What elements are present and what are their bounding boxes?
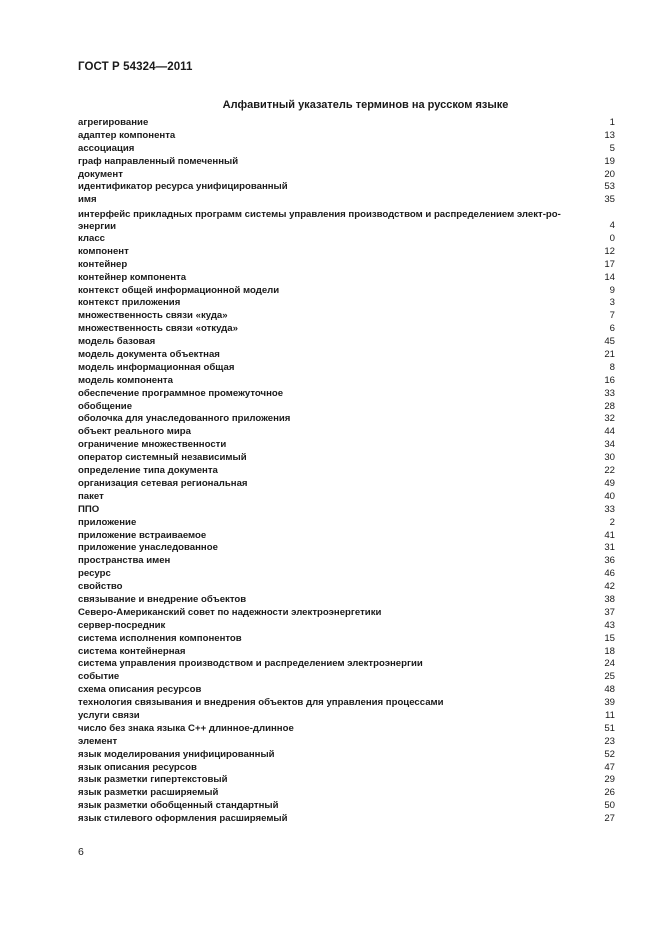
index-entry (78, 349, 615, 362)
index-entry (78, 710, 615, 723)
index-term: адаптер компонента (78, 129, 176, 141)
index-term: агрегирование (78, 116, 149, 128)
index-term: пространства имен (78, 555, 171, 567)
index-page-ref: 14 (604, 271, 615, 283)
index-term: событие (78, 671, 120, 683)
index-entry (78, 439, 615, 452)
index-page-ref: 48 (604, 684, 615, 696)
index-entry (78, 169, 615, 182)
index-page-ref: 20 (604, 168, 615, 180)
index-entry (78, 414, 615, 427)
index-page-ref: 22 (604, 465, 615, 477)
index-term: оператор системный независимый (78, 452, 247, 464)
index-term: ассоциация (78, 142, 135, 154)
document-header: ГОСТ Р 54324—2011 (78, 61, 193, 73)
index-term: число без знака языка С++ длинное-длинное (78, 722, 294, 734)
index-entry (78, 272, 615, 285)
index-page-ref: 47 (604, 761, 615, 773)
index-page-ref: 12 (604, 245, 615, 257)
index-term: ППО (78, 503, 100, 515)
index-entry (78, 774, 615, 787)
index-entry (78, 646, 615, 659)
index-entry (78, 375, 615, 388)
index-page-ref: 53 (604, 181, 615, 193)
index-entry (78, 156, 615, 169)
index-term: имя (78, 194, 97, 206)
index-page-ref: 1 (609, 116, 615, 128)
index-entry (78, 800, 615, 813)
index-page-ref: 7 (609, 310, 615, 322)
index-term: контейнер компонента (78, 271, 187, 283)
index-entry (78, 362, 615, 375)
index-entry (78, 194, 615, 207)
index-term: множественность связи «откуда» (78, 323, 238, 335)
index-page-ref: 46 (604, 568, 615, 580)
index-entry (78, 723, 615, 736)
index-page-ref: 27 (604, 813, 615, 825)
index-page-ref: 17 (604, 258, 615, 270)
index-term: ограничение множественности (78, 439, 227, 451)
index-entry (78, 491, 615, 504)
index-term: документ (78, 168, 123, 180)
index-term: Северо-Американский совет по надежности электроэнергетики (78, 606, 382, 618)
index-term: организация сетевая региональная (78, 477, 248, 489)
index-page-ref: 42 (604, 581, 615, 593)
index-page-ref: 40 (604, 490, 615, 502)
index-entry (78, 297, 615, 310)
index-entry (78, 684, 615, 697)
index-entry (78, 259, 615, 272)
index-term: модель базовая (78, 336, 156, 348)
index-entry (78, 465, 615, 478)
index-page-ref: 50 (604, 800, 615, 812)
index-term: модель информационная общая (78, 361, 235, 373)
index-entry (78, 542, 615, 555)
index-term: технология связывания и внедрения объектов для управления процессами (78, 697, 444, 709)
index-page-ref: 2 (609, 516, 615, 528)
index-term: язык описания ресурсов (78, 761, 197, 773)
index-term: компонент (78, 245, 129, 257)
index-term: сервер-посредник (78, 619, 166, 631)
index-page-ref: 29 (604, 774, 615, 786)
index-page-ref: 30 (604, 452, 615, 464)
index-page-ref: 39 (604, 697, 615, 709)
index-page-ref: 32 (604, 413, 615, 425)
index-term: пакет (78, 490, 104, 502)
index-term: язык стилевого оформления расширяемый (78, 813, 288, 825)
index-page-ref: 19 (604, 155, 615, 167)
index-page-ref: 9 (609, 284, 615, 296)
index-page-ref: 43 (604, 619, 615, 631)
index-term: приложение (78, 516, 137, 528)
index-term: объект реального мира (78, 426, 191, 438)
index-entry (78, 452, 615, 465)
index-page-ref: 23 (604, 735, 615, 747)
index-page-ref: 38 (604, 593, 615, 605)
index-term: граф направленный помеченный (78, 155, 239, 167)
index-term: язык разметки обобщенный стандартный (78, 800, 279, 812)
index-term: контейнер (78, 258, 128, 270)
index-entry (78, 568, 615, 581)
page-number: 6 (78, 846, 84, 858)
index-entry (78, 504, 615, 517)
index-entry (78, 813, 615, 826)
index-page-ref: 35 (604, 194, 615, 206)
index-page-ref: 15 (604, 632, 615, 644)
index-page-ref: 49 (604, 477, 615, 489)
index-term: язык разметки расширяемый (78, 787, 219, 799)
index-term: приложение встраиваемое (78, 529, 207, 541)
index-page-ref: 31 (604, 542, 615, 554)
index-page-ref: 16 (604, 374, 615, 386)
index-term: ресурс (78, 568, 111, 580)
index-term: услуги связи (78, 709, 140, 721)
index-entry (78, 130, 615, 143)
index-page-ref: 45 (604, 336, 615, 348)
index-entry (78, 207, 615, 233)
index-entry (78, 336, 615, 349)
index-entry (78, 620, 615, 633)
index-page-ref: 26 (604, 787, 615, 799)
index-page-ref: 11 (605, 709, 615, 721)
index-term: обобщение (78, 400, 133, 412)
index-entry (78, 310, 615, 323)
index-entry (78, 581, 615, 594)
index-term: приложение унаследованное (78, 542, 218, 554)
index-page-ref: 34 (604, 439, 615, 451)
index-entry (78, 762, 615, 775)
index-term: система управления производством и распределением электроэнергии (78, 658, 423, 670)
index-term: оболочка для унаследованного приложения (78, 413, 291, 425)
index-entry (78, 530, 615, 543)
index-page-ref: 52 (604, 748, 615, 760)
index-entry (78, 426, 615, 439)
index-term: множественность связи «куда» (78, 310, 228, 322)
index-page-ref: 37 (604, 606, 615, 618)
index-page-ref: 21 (604, 349, 615, 361)
index-term: класс (78, 233, 106, 245)
index-entry (78, 671, 615, 684)
index-entry (78, 607, 615, 620)
index-page-ref: 24 (604, 658, 615, 670)
index-entry (78, 246, 615, 259)
index-term: интерфейс прикладных программ системы управления производством и распределением элект-ро-энергии (78, 208, 561, 232)
index-term: свойство (78, 581, 123, 593)
index-entry (78, 658, 615, 671)
index-entry (78, 388, 615, 401)
index-page-ref: 6 (609, 323, 615, 335)
index-entry (78, 181, 615, 194)
index-entry (78, 555, 615, 568)
index-term: модель компонента (78, 374, 173, 386)
index-page-ref: 3 (609, 297, 615, 309)
index-page-ref: 8 (609, 361, 615, 373)
index-entry (78, 143, 615, 156)
index-entry (78, 697, 615, 710)
index-term: язык моделирования унифицированный (78, 748, 275, 760)
index-page-ref: 44 (604, 426, 615, 438)
index-page-ref: 51 (604, 722, 615, 734)
index-term: определение типа документа (78, 465, 218, 477)
index-page-ref: 33 (604, 387, 615, 399)
index-page-ref: 41 (604, 529, 615, 541)
index-entry (78, 285, 615, 298)
index-page-ref: 18 (604, 645, 615, 657)
index-page-ref: 28 (604, 400, 615, 412)
index-entry-list (78, 117, 615, 826)
index-term: система контейнерная (78, 645, 186, 657)
index-title: Алфавитный указатель терминов на русском языке (222, 99, 509, 111)
index-entry (78, 478, 615, 491)
index-entry (78, 633, 615, 646)
index-entry (78, 401, 615, 414)
index-page-ref: 5 (609, 142, 615, 154)
index-entry (78, 594, 615, 607)
index-term: связывание и внедрение объектов (78, 593, 247, 605)
index-entry (78, 233, 615, 246)
index-entry (78, 117, 615, 130)
index-term: язык разметки гипертекстовый (78, 774, 228, 786)
index-entry (78, 736, 615, 749)
index-term: обеспечение программное промежуточное (78, 387, 284, 399)
index-term: модель документа объектная (78, 349, 220, 361)
index-page-ref: 36 (604, 555, 615, 567)
index-term: система исполнения компонентов (78, 632, 242, 644)
index-page-ref: 25 (604, 671, 615, 683)
index-term: идентификатор ресурса унифицированный (78, 181, 288, 193)
index-term: контекст приложения (78, 297, 181, 309)
index-entry (78, 749, 615, 762)
index-page-ref: 33 (604, 503, 615, 515)
index-term: контекст общей информационной модели (78, 284, 280, 296)
index-page-ref: 13 (604, 129, 615, 141)
index-entry (78, 787, 615, 800)
index-term: схема описания ресурсов (78, 684, 202, 696)
index-term: элемент (78, 735, 118, 747)
index-page-ref: 0 (609, 233, 615, 245)
index-page-ref: 4 (609, 220, 615, 232)
index-entry (78, 323, 615, 336)
index-entry (78, 517, 615, 530)
